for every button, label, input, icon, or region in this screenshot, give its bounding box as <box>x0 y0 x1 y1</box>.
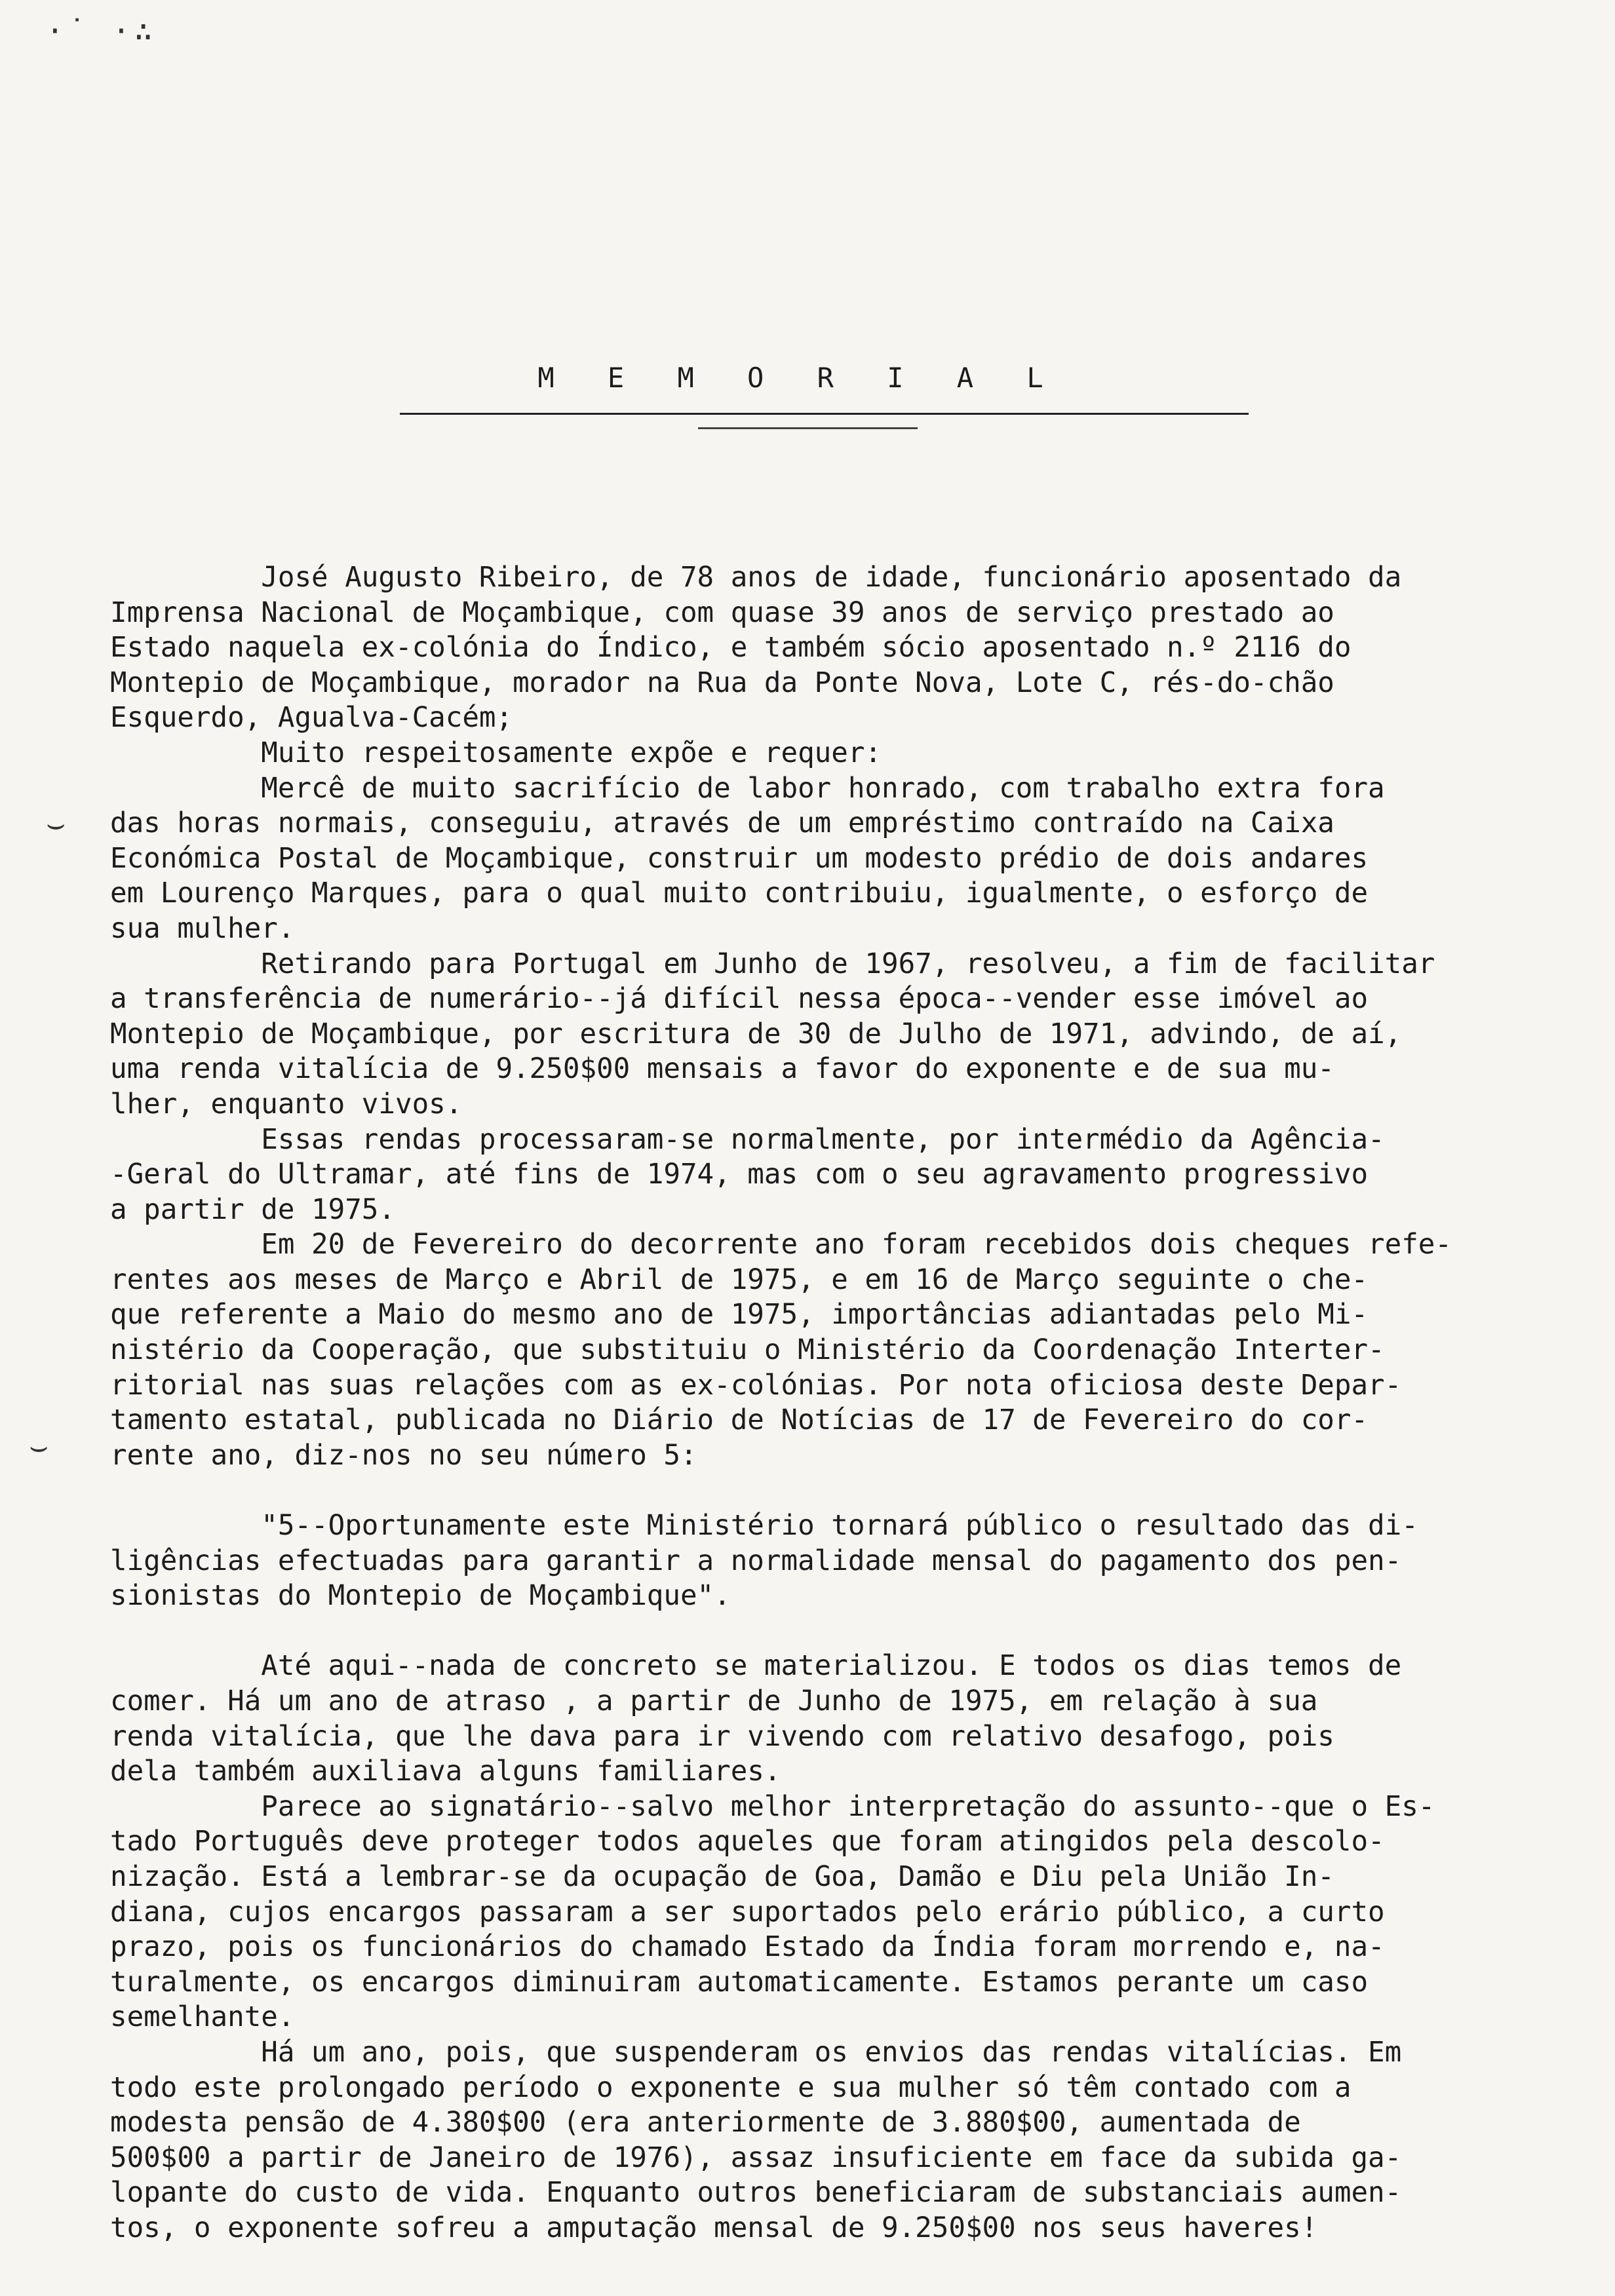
body-line: tado Português deve proteger todos aqueles que foram atingidos pela descolo- <box>110 1826 1385 1858</box>
body-line: lher, enquanto vivos. <box>110 1088 463 1120</box>
body-line: a transferência de numerário--já difícil nessa época--vender esse imóvel ao <box>110 983 1369 1016</box>
body-line: renda vitalícia, que lhe dava para ir vivendo com relativo desafogo, pois <box>110 1720 1334 1753</box>
body-line: "5--Oportunamente este Ministério tornará público o resultado das di- <box>110 1510 1418 1542</box>
body-line: lopante do custo de vida. Enquanto outros beneficiaram de substanciais aumen- <box>110 2177 1402 2210</box>
body-line: tamento estatal, publicada no Diário de Notícias de 17 de Fevereiro do cor- <box>110 1404 1369 1437</box>
body-line: José Augusto Ribeiro, de 78 anos de idade, funcionário aposentado da <box>110 562 1402 594</box>
body-line: sionistas do Montepio de Moçambique". <box>110 1580 731 1613</box>
memorial-body <box>110 560 1578 2246</box>
title-short-rule <box>698 427 918 429</box>
body-line: das horas normais, conseguiu, através de um empréstimo contraído na Caixa <box>110 807 1334 840</box>
body-line: tos, o exponente sofreu a amputação mensal de 9.250$00 nos seus haveres! <box>110 2211 1318 2244</box>
body-line <box>110 1614 1578 1649</box>
body-line: a partir de 1975. <box>110 1193 395 1226</box>
body-line: semelhante. <box>110 2001 295 2034</box>
body-line: nização. Está a lembrar-se da ocupação de Goa, Damão e Diu pela União In- <box>110 1860 1334 1893</box>
body-line: comer. Há um ano de atraso , a partir de Junho de 1975, em relação à sua <box>110 1685 1318 1717</box>
body-line: uma renda vitalícia de 9.250$00 mensais a favor do exponente e de sua mu- <box>110 1053 1334 1086</box>
paper-specks: ·˙ ·∴ <box>46 13 157 48</box>
body-line <box>110 1473 1578 1508</box>
body-line: rentes aos meses de Março e Abril de 1975, e em 16 de Março seguinte o che- <box>110 1263 1369 1296</box>
body-line: Essas rendas processaram-se normalmente, por intermédio da Agência- <box>110 1123 1385 1156</box>
body-line: ligências efectuadas para garantir a normalidade mensal do pagamento dos pen- <box>110 1544 1402 1577</box>
body-line: Esquerdo, Agualva-Cacém; <box>110 702 513 735</box>
body-line: Em 20 de Fevereiro do decorrente ano foram recebidos dois cheques refe- <box>110 1229 1452 1261</box>
body-line: rente ano, diz-nos no seu número 5: <box>110 1439 697 1472</box>
body-line: todo este prolongado período o exponente e sua mulher só têm contado com a <box>110 2071 1352 2104</box>
body-line: turalmente, os encargos diminuiram automaticamente. Estamos perante um caso <box>110 1966 1369 1999</box>
body-line: modesta pensão de 4.380$00 (era anteriormente de 3.880$00, aumentada de <box>110 2107 1301 2139</box>
body-line: Montepio de Moçambique, morador na Rua da Ponte Nova, Lote C, rés-do-chão <box>110 666 1334 699</box>
body-line: Estado naquela ex-colónia do Índico, e também sócio aposentado n.º 2116 do <box>110 632 1352 664</box>
body-line: Económica Postal de Moçambique, construir um modesto prédio de dois andares <box>110 842 1369 875</box>
body-line: nistério da Cooperação, que substituiu o Ministério da Coordenação Interter- <box>110 1334 1385 1367</box>
margin-mark: ⌣ <box>46 806 66 841</box>
body-line: 500$00 a partir de Janeiro de 1976), assaz insuficiente em face da subida ga- <box>110 2141 1402 2174</box>
body-line: em Lourenço Marques, para o qual muito contribuiu, igualmente, o esforço de <box>110 877 1369 910</box>
title-underline <box>400 413 1249 415</box>
body-line: Imprensa Nacional de Moçambique, com quase 39 anos de serviço prestado ao <box>110 596 1334 629</box>
body-line: prazo, pois os funcionários do chamado Estado da Índia foram morrendo e, na- <box>110 1931 1385 1964</box>
body-line: sua mulher. <box>110 912 295 945</box>
body-line: Até aqui--nada de concreto se materializou. E todos os dias temos de <box>110 1650 1402 1683</box>
title-block <box>400 362 1252 394</box>
body-line: Mercê de muito sacrifício de labor honrado, com trabalho extra fora <box>110 772 1385 805</box>
body-line: -Geral do Ultramar, até fins de 1974, mas com o seu agravamento progressivo <box>110 1158 1369 1191</box>
body-line: Montepio de Moçambique, por escritura de 30 de Julho de 1971, advindo, de aí, <box>110 1018 1402 1050</box>
body-line: Há um ano, pois, que suspenderam os envios das rendas vitalícias. Em <box>110 2036 1402 2069</box>
document-title: M E M O R I A L <box>537 362 1062 394</box>
body-line: dela também auxiliava alguns familiares. <box>110 1755 781 1788</box>
body-line: ritorial nas suas relações com as ex-colónias. Por nota oficiosa deste Depar- <box>110 1369 1402 1402</box>
body-line: que referente a Maio do mesmo ano de 1975, importâncias adiantadas pelo Mi- <box>110 1299 1369 1331</box>
body-line: Parece ao signatário--salvo melhor interpretação do assunto--que o Es- <box>110 1790 1435 1823</box>
body-line: Muito respeitosamente expõe e requer: <box>110 737 882 769</box>
body-line: diana, cujos encargos passaram a ser suportados pelo erário público, a curto <box>110 1896 1385 1928</box>
margin-mark: ⌣ <box>29 1428 49 1464</box>
body-line: Retirando para Portugal em Junho de 1967, resolveu, a fim de facilitar <box>110 947 1435 980</box>
